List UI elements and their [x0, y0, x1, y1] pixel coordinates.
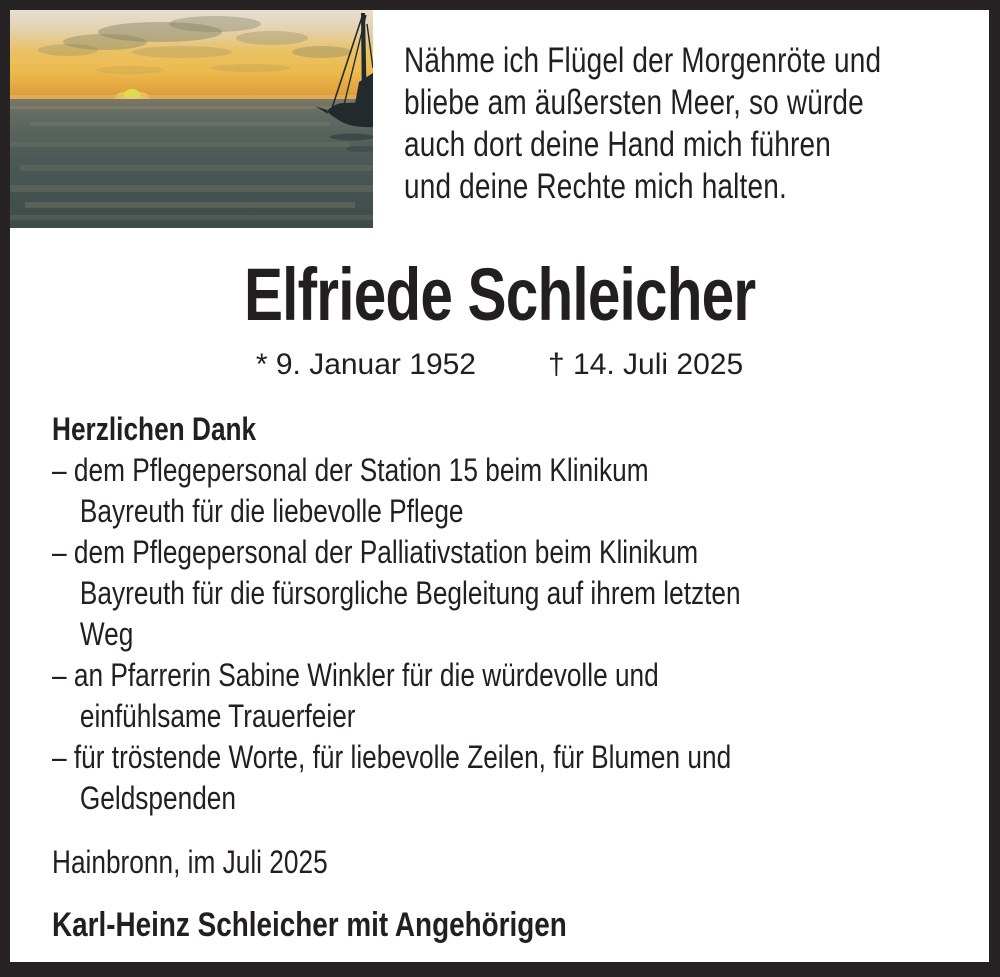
thanks-line: – dem Pflegepersonal der Station 15 beim Klinikum — [52, 452, 649, 488]
thanks-line: Bayreuth für die fürsorgliche Begleitung auf ihrem letzten — [79, 575, 741, 611]
boat-reflection — [330, 134, 373, 141]
horizon-haze — [10, 95, 373, 99]
life-dates — [10, 348, 989, 382]
birth-date: * 9. Januar 1952 — [255, 348, 476, 381]
thanks-line: Geldspenden — [79, 780, 236, 816]
quote-line: Nähme ich Flügel der Morgenröte und — [404, 41, 882, 80]
deceased-name-row — [10, 253, 989, 336]
thanks-line: – für tröstende Worte, für liebevolle Zeilen, für Blumen und — [52, 739, 732, 775]
quote-line: bliebe am äußersten Meer, so würde — [404, 83, 864, 122]
mourners-signature: Karl-Heinz Schleicher mit Angehörigen — [52, 906, 567, 944]
thanks-line: Weg — [79, 616, 134, 652]
deceased-name: Elfriede Schleicher — [243, 253, 756, 336]
thanks-line: – dem Pflegepersonal der Palliativstation beim Klinikum — [52, 534, 699, 570]
thanks-line: einfühlsame Trauerfeier — [79, 698, 356, 734]
death-date: † 14. Juli 2025 — [548, 348, 744, 381]
quote-line: auch dort deine Hand mich führen — [404, 125, 831, 164]
place-date: Hainbronn, im Juli 2025 — [52, 844, 328, 880]
thanks-line: – an Pfarrerin Sabine Winkler für die würdevolle und — [52, 657, 659, 693]
quote-line: und deine Rechte mich halten. — [404, 167, 787, 206]
memorial-quote — [404, 40, 881, 208]
thanks-section — [52, 409, 741, 946]
thanks-heading: Herzlichen Dank — [52, 411, 257, 447]
memorial-photo — [10, 10, 373, 228]
thanks-line: Bayreuth für die liebevolle Pflege — [79, 493, 464, 529]
sea — [10, 99, 373, 228]
